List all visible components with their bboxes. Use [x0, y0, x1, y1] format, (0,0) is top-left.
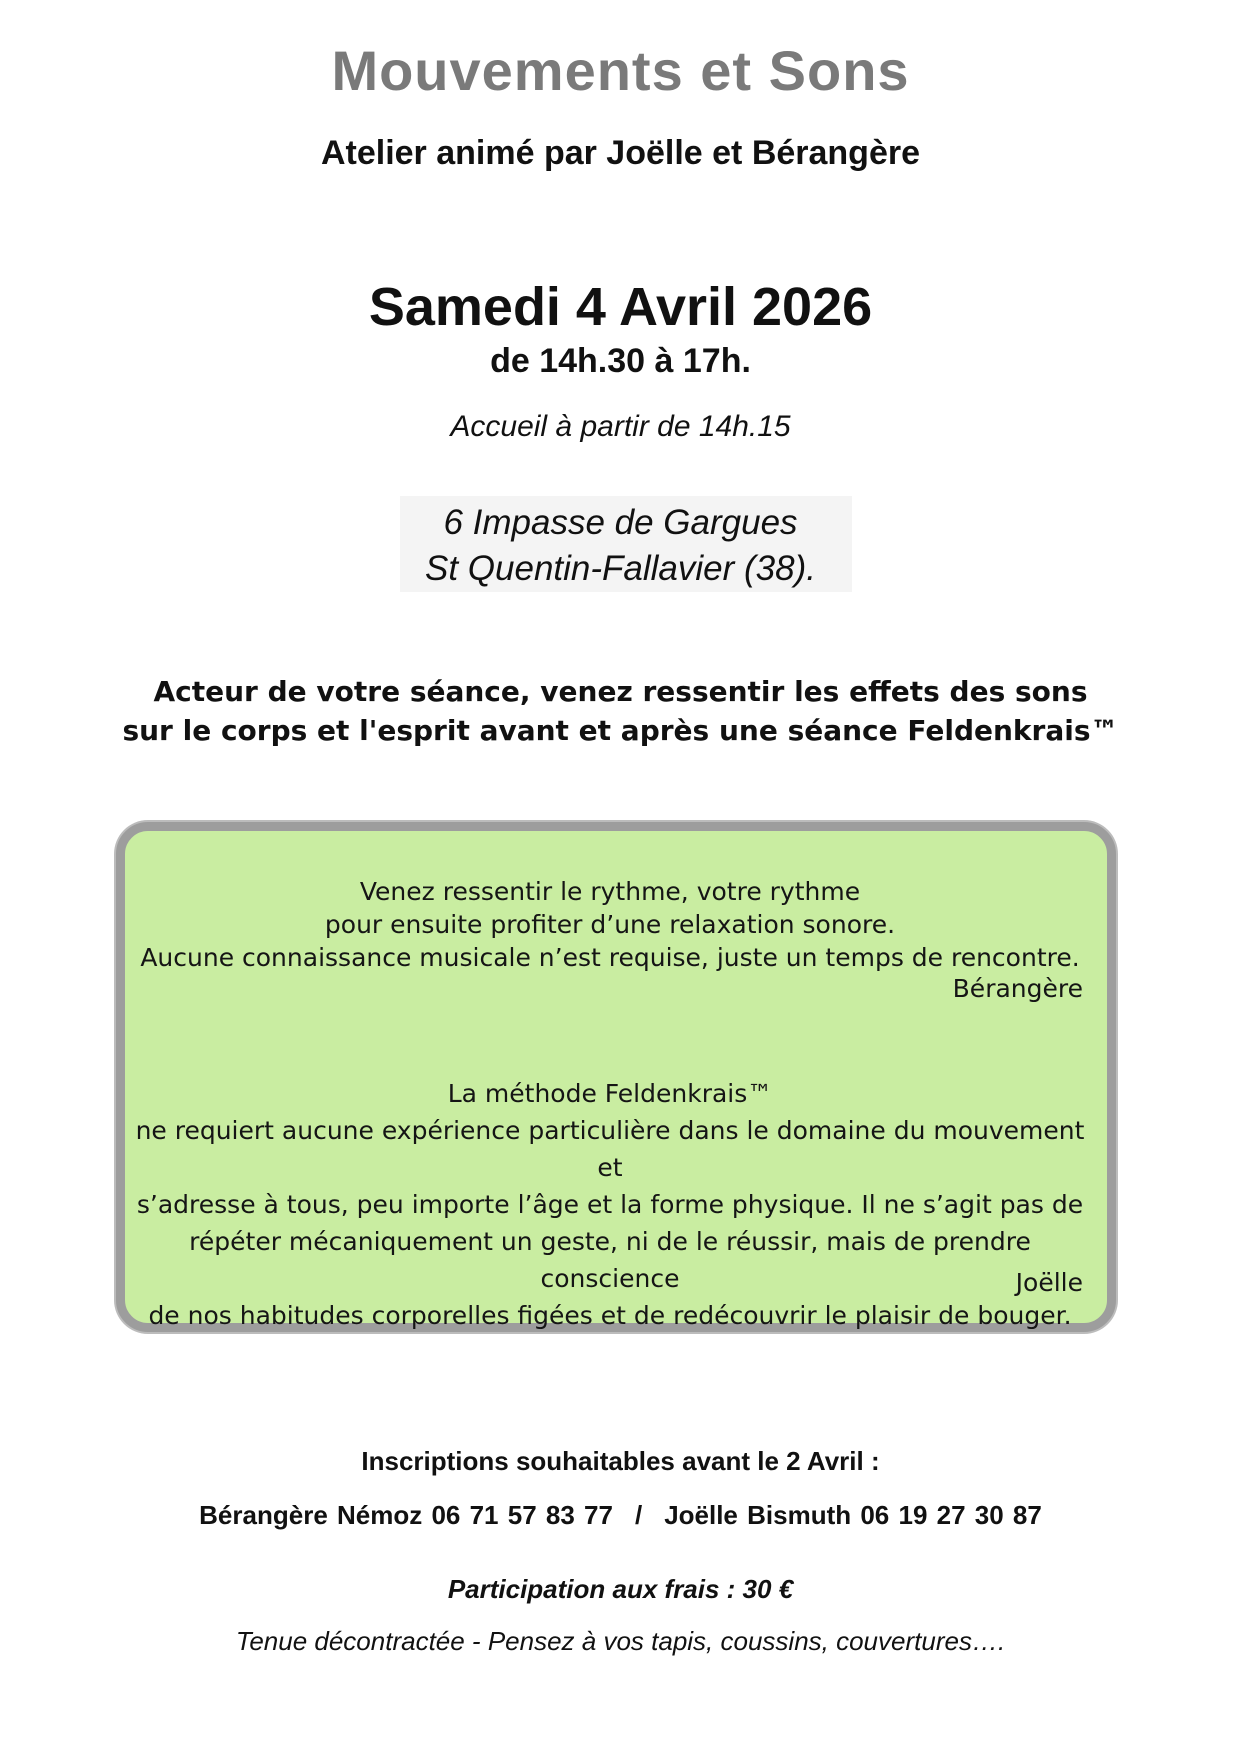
page-subtitle: Atelier animé par Joëlle et Bérangère [320, 134, 921, 172]
pitch-line-2: sur le corps et l'esprit avant et après une séance Feldenkrais™ [122, 714, 1119, 747]
contact-berangere: Bérangère Némoz 06 71 57 83 77 [199, 1500, 613, 1530]
berangere-line: pour ensuite profiter d’une relaxation sonore. [324, 910, 896, 939]
event-address [0, 500, 1241, 592]
pitch-line-1: Acteur de votre séance, venez ressentir les effets des sons [153, 675, 1088, 708]
event-hours: de 14h.30 à 17h. [490, 342, 751, 380]
joelle-line: La méthode Feldenkrais™ [447, 1079, 773, 1108]
address-line-2: St Quentin-Fallavier (38). [425, 549, 816, 588]
contact-joelle: Joëlle Bismuth 06 19 27 30 87 [664, 1500, 1042, 1530]
joelle-line: ne requiert aucune expérience particulière dans le domaine du mouvement et [135, 1116, 1085, 1182]
contact-separator: / [634, 1500, 643, 1530]
berangere-paragraph [130, 875, 1090, 974]
event-date: Samedi 4 Avril 2026 [368, 277, 873, 337]
berangere-line: Aucune connaissance musicale n’est requise, juste un temps de rencontre. [140, 943, 1080, 972]
berangere-line: Venez ressentir le rythme, votre rythme [359, 877, 861, 906]
page-title: Mouvements et Sons [331, 39, 910, 102]
joelle-line: de nos habitudes corporelles figées et de redécouvrir le plaisir de bouger. [148, 1301, 1072, 1330]
berangere-signature: Bérangère [952, 974, 1083, 1003]
pitch-text [0, 672, 1241, 750]
joelle-line: répéter mécaniquement un geste, ni de le réussir, mais de prendre conscience [189, 1227, 1031, 1293]
participation-fee: Participation aux frais : 30 € [447, 1574, 794, 1604]
welcome-time: Accueil à partir de 14h.15 [450, 410, 791, 443]
contact-line [0, 1500, 1241, 1531]
joelle-signature: Joëlle [1015, 1268, 1083, 1297]
joelle-line: s’adresse à tous, peu importe l’âge et la forme physique. Il ne s’agit pas de [136, 1190, 1084, 1219]
joelle-paragraph [130, 1075, 1090, 1334]
dress-code-note: Tenue décontractée - Pensez à vos tapis, coussins, couvertures…. [235, 1626, 1006, 1656]
address-line-1: 6 Impasse de Gargues [443, 503, 798, 542]
registration-note: Inscriptions souhaitables avant le 2 Avril : [361, 1446, 880, 1476]
